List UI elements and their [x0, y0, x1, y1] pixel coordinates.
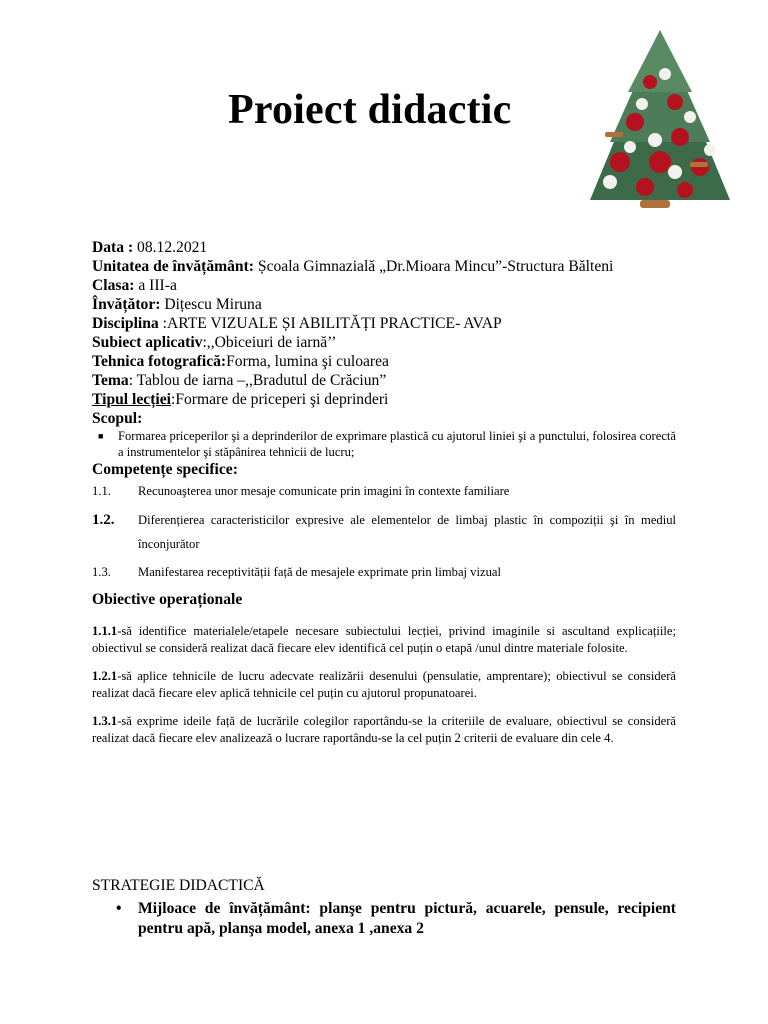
- field-tipul: Tipul lecției:Formare de priceperi şi deprinderi: [92, 391, 389, 408]
- field-unitatea: Unitatea de învățământ: Școala Gimnazială „Dr.Mioara Mincu”-Structura Bălteni: [92, 258, 614, 275]
- field-data: Data : 08.12.2021: [92, 239, 208, 256]
- field-disciplina: Disciplina :ARTE VIZUALE ȘI ABILITĂȚI PRACTICE- AVAP: [92, 315, 502, 332]
- page-title: Proiect didactic: [228, 87, 512, 133]
- list-item: 1.1. Recunoaşterea unor mesaje comunicate prin imagini în contexte familiare: [92, 484, 510, 498]
- field-tema: Tema: Tablou de iarna –,,Bradutul de Crăciun”: [92, 372, 387, 389]
- list-item: 1.1.1-să identifice materialele/etapele necesare subiectului lecției, privind imaginile si ascultand explicațiile; obiectivul se consideră realizat dacă fiecare elev identifică cel puțin o etapă /unul dintre materiale folosite.: [92, 624, 676, 655]
- list-item: ■ Formarea priceperilor şi a deprinderilor de exprimare plastică cu ajutorul liniei şi a punctului, folosirea corectă a instrumentelor şi stăpânirea tehnicii de lucru;: [98, 429, 676, 459]
- christmas-tree-icon: [580, 22, 740, 217]
- field-clasa: Clasa: a III-a: [92, 277, 177, 294]
- list-item: 1.3.1-să exprime ideile față de lucrările colegilor raportându-se la criteriile de evaluare, obiectivul se consideră realizat dacă fiecare elev analizează o lucrare raportându-se la cel puțin 2 criterii de evaluare din cele 4.: [92, 714, 676, 745]
- field-subiect: Subiect aplicativ:,,Obiceiuri de iarnă’’: [92, 334, 337, 351]
- strategie-title: STRATEGIE DIDACTICĂ: [92, 877, 265, 894]
- field-scopul: Scopul:: [92, 410, 143, 427]
- field-invatator: Învățător: Dițescu Miruna: [92, 296, 262, 313]
- scop-list: [92, 428, 676, 460]
- obiective-title: Obiective operaționale: [92, 591, 243, 608]
- mijloace-item: • Mijloace de învățământ: planşe pentru pictură, acuarele, pensule, recipient pentru apă, planşa model, anexa 1 ,anexa 2: [116, 900, 677, 937]
- list-item: 1.3. Manifestarea receptivității față de mesajele exprimate prin limbaj vizual: [92, 565, 501, 579]
- competente-title: Competențe specifice:: [92, 461, 238, 478]
- bullet-icon: •: [116, 900, 122, 917]
- list-item: 1.2.1-să aplice tehnicile de lucru adecvate realizării desenului (pensulatie, amprentare); obiectivul se consideră realizat dacă fiecare elev aplică tehnicile cel puțin cu ajutorul propunatoarei.: [92, 669, 676, 700]
- document-body: [92, 238, 676, 746]
- field-tehnica: Tehnica fotografică:Forma, lumina şi culoarea: [92, 353, 389, 370]
- square-bullet-icon: ■: [98, 431, 104, 441]
- list-item: 1.2. Diferențierea caracteristicilor expresive ale elementelor de limbaj plastic în compoziții şi în mediul înconjurător: [92, 512, 676, 551]
